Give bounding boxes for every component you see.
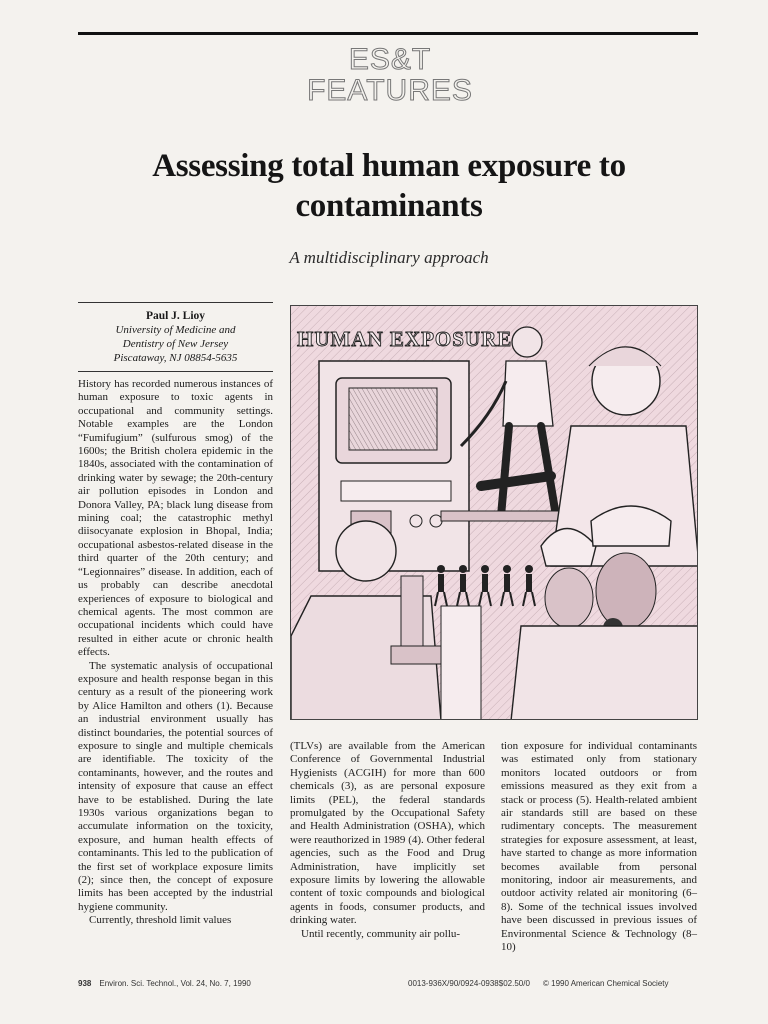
journal-reference: Environ. Sci. Technol., Vol. 24, No. 7, 1990 bbox=[99, 979, 251, 988]
author-affiliation-1: University of Medicine and bbox=[115, 324, 236, 336]
masthead-line1: ES&T bbox=[348, 43, 432, 76]
author-block bbox=[78, 302, 273, 372]
article-subtitle: A multidisciplinary approach bbox=[289, 248, 489, 267]
illustration-banner-text: HUMAN EXPOSURE bbox=[297, 327, 513, 351]
author-affiliation-2: Dentistry of New Jersey bbox=[122, 338, 229, 350]
paragraph-2: The systematic analysis of occupational exposure and health response began in this century as a result of the pioneering work by Alice Hamilton and others (1). Because an industrial environment usually has distinct boundaries, the potential sources of exposure to single and multiple chemicals are identifiable. The toxicity of the contaminants, however, and the routes and intensity of exposure that cause an effect have to be established. During the late 1930s various organizations began to accumulate information on the toxicity, exposure, and human health effects of contaminants. This led to the publication of the first set of workplace exposure limits (2); since then, the concept of exposure limits has been accepted by the industrial hygiene community. bbox=[78, 659, 273, 913]
column-2 bbox=[290, 740, 485, 941]
paragraph-4: (TLVs) are available from the American Conference of Governmental Industrial Hygienists (ACGIH) for more than 600 chemicals (3), as are personal exposure limits (PEL), the federal standards promulgated by the Occupational Safety and Health Administration (OSHA), which were reauthorized in 1989 (4). Other federal agencies, such as the Food and Drug Administration, have implicitly set exposure limits by lowering the allowable content of toxic compounds and biological agents in foods, consumer products, and drinking water. bbox=[290, 740, 485, 927]
column-3 bbox=[501, 740, 697, 955]
footer-copyright: © 1990 American Chemical Society bbox=[543, 979, 669, 988]
author-name: Paul J. Lioy bbox=[145, 310, 206, 322]
footer-citation bbox=[78, 979, 251, 993]
paragraph-5: Until recently, community air pollu- bbox=[301, 927, 461, 940]
paragraph-1: History has recorded numerous instances of human exposure to toxic agents in occupational and community settings. Notable examples are the London “Fumifugium” (sulfurous smog) of the 1600s; the British cholera epidemic in the 1840s, associated with the contamination of drinking water by sewage; the 20th-century air pollution episodes in London and Donora Valley, PA; black lung disease from mining coal; the catastrophic methyl diisocyanate explosion in Bhopal, India; occupational asbestos-related disease in the third quarter of the 20th century; and “Legionnaires” disease. In addition, each of us probably can describe anecdotal experiences of exposure to biological and chemical agents. The most common are occupational incidents which could have resulted in either acute or chronic health effects. bbox=[78, 378, 273, 659]
masthead bbox=[280, 44, 500, 106]
footer-code: 0013-936X/90/0924-0938$02.50/0 bbox=[408, 979, 530, 988]
paragraph-6: tion exposure for individual contaminants was estimated only from stationary monitors located outdoors or from emissions measured as they exit from a stack or process (5). Health-related ambient air standards still are based on these rudimentary concepts. The measurement strategies for exposure assessment, at least, have started to change as more information becomes available from personal monitoring, indoor air measurements, and outdoor activity related air monitoring (6–8). Some of the technical issues involved have been discussed in previous issues of Environmental Science & Technology (8–10) bbox=[501, 740, 697, 954]
article-title: Assessing total human exposure to contaminants bbox=[152, 148, 626, 224]
page-number: 938 bbox=[78, 979, 92, 988]
illustration-human-exposure bbox=[290, 305, 698, 720]
column-1 bbox=[78, 378, 273, 928]
author-address: Piscataway, NJ 08854-5635 bbox=[113, 352, 238, 364]
paragraph-3: Currently, threshold limit values bbox=[89, 914, 232, 927]
top-rule bbox=[78, 32, 698, 35]
illustration-drawing bbox=[291, 306, 698, 720]
masthead-line2: FEATURES bbox=[307, 74, 473, 107]
